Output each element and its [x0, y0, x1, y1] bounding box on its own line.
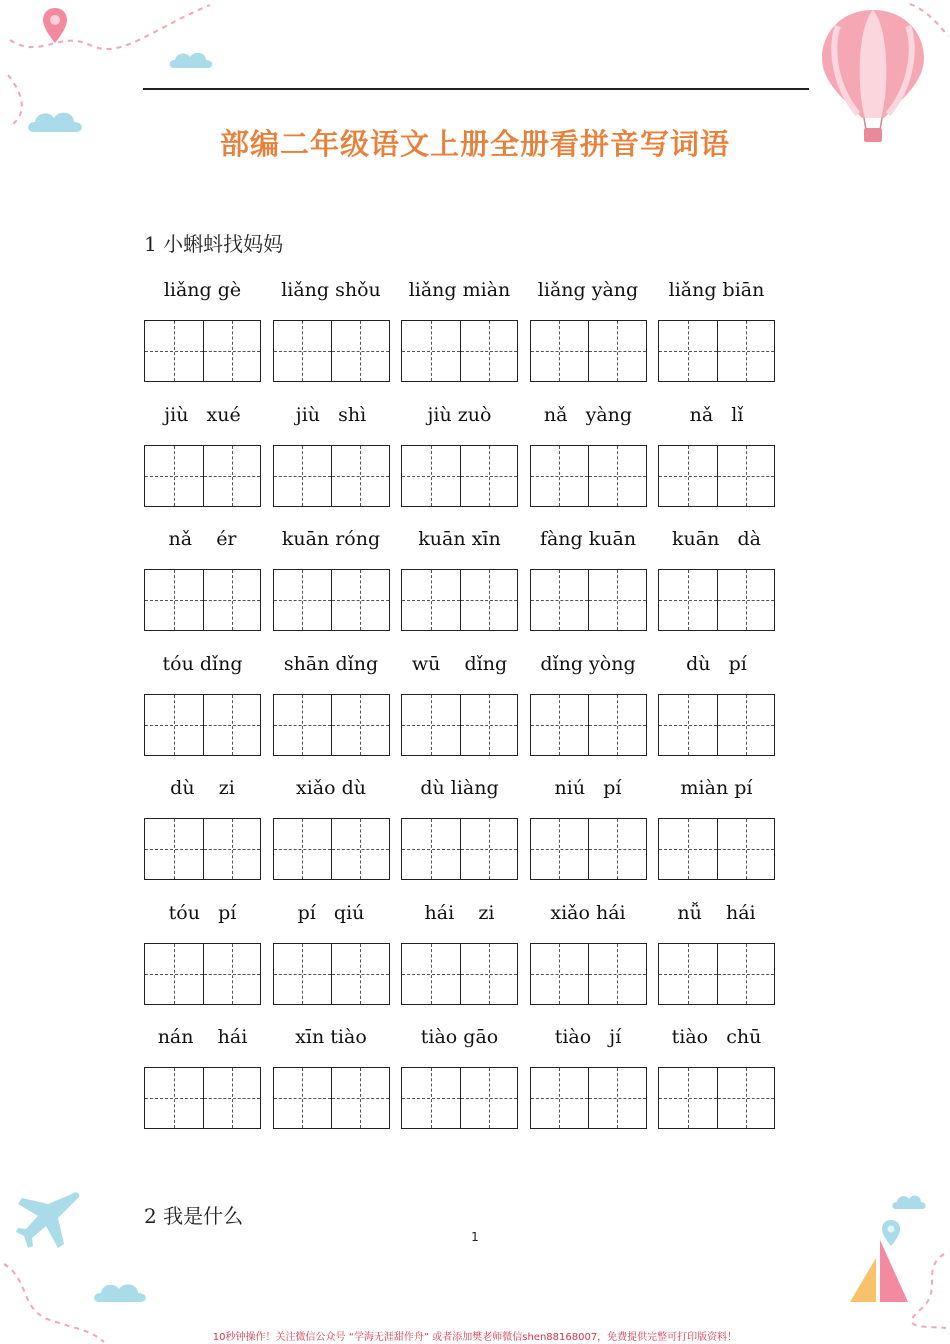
- guide-line: [204, 725, 261, 726]
- tian-zi-ge-box[interactable]: [331, 321, 389, 381]
- tian-zi-ge-box[interactable]: [203, 570, 261, 630]
- writing-boxes: [658, 943, 775, 1005]
- guide-line: [274, 351, 332, 352]
- guide-line: [659, 849, 717, 850]
- tian-zi-ge-box[interactable]: [717, 944, 775, 1004]
- guide-line: [332, 476, 389, 477]
- tian-zi-ge-box[interactable]: [274, 321, 332, 381]
- tian-zi-ge-box[interactable]: [460, 1068, 518, 1128]
- writing-boxes: [273, 818, 390, 880]
- word-row: [144, 774, 784, 899]
- guide-line: [332, 725, 389, 726]
- guide-line: [145, 974, 203, 975]
- pinyin-label: miàn pí: [680, 777, 753, 799]
- writing-boxes: [144, 569, 261, 631]
- guide-line: [145, 476, 203, 477]
- pinyin-label: hái zi: [424, 901, 495, 924]
- tian-zi-ge-box[interactable]: [531, 321, 589, 381]
- pinyin-label: tiào gāo: [420, 1026, 499, 1048]
- tian-zi-ge-box[interactable]: [145, 570, 203, 630]
- tian-zi-ge-box[interactable]: [274, 695, 332, 755]
- guide-line: [145, 1098, 203, 1099]
- pinyin-label: tiào chū: [671, 1026, 762, 1048]
- tian-zi-ge-box[interactable]: [588, 695, 646, 755]
- guide-line: [274, 476, 332, 477]
- tian-zi-ge-box[interactable]: [145, 819, 203, 879]
- pinyin-label: jiù shì: [295, 403, 367, 426]
- tian-zi-ge-box[interactable]: [531, 446, 589, 506]
- word-row: [144, 525, 784, 650]
- pinyin-label: nǎ lǐ: [689, 403, 744, 426]
- pinyin-label: dù liàng: [420, 777, 499, 799]
- tian-zi-ge-box[interactable]: [402, 446, 460, 506]
- dotted-path-decoration: [880, 0, 950, 40]
- guide-line: [718, 974, 775, 975]
- guide-line: [204, 351, 261, 352]
- page-number: 1: [471, 1230, 479, 1244]
- writing-boxes: [658, 320, 775, 382]
- tian-zi-ge-box[interactable]: [331, 944, 389, 1004]
- tian-zi-ge-box[interactable]: [274, 446, 332, 506]
- guide-line: [145, 351, 203, 352]
- guide-line: [659, 351, 717, 352]
- tian-zi-ge-box[interactable]: [145, 446, 203, 506]
- guide-line: [589, 476, 646, 477]
- tian-zi-ge-box[interactable]: [203, 819, 261, 879]
- writing-boxes: [401, 818, 518, 880]
- guide-line: [659, 476, 717, 477]
- guide-line: [332, 1098, 389, 1099]
- pinyin-label: tóu dǐng: [162, 652, 243, 675]
- tian-zi-ge-box[interactable]: [331, 695, 389, 755]
- cloud-icon: [166, 46, 218, 72]
- pinyin-label: wū dǐng: [411, 652, 508, 675]
- guide-line: [274, 974, 332, 975]
- pinyin-label: liǎng gè: [163, 279, 242, 301]
- guide-line: [589, 600, 646, 601]
- pinyin-label: jiù xué: [164, 403, 241, 426]
- guide-line: [659, 600, 717, 601]
- section-heading: 2 我是什么: [144, 1204, 244, 1228]
- tian-zi-ge-box[interactable]: [203, 321, 261, 381]
- word-row: [144, 401, 784, 526]
- writing-boxes: [273, 943, 390, 1005]
- writing-boxes: [401, 943, 518, 1005]
- tian-zi-ge-box[interactable]: [717, 570, 775, 630]
- writing-boxes: [401, 320, 518, 382]
- pinyin-label: niú pí: [554, 777, 622, 799]
- tian-zi-ge-box[interactable]: [717, 446, 775, 506]
- tian-zi-ge-box[interactable]: [402, 944, 460, 1004]
- tian-zi-ge-box[interactable]: [274, 819, 332, 879]
- writing-boxes: [401, 694, 518, 756]
- guide-line: [531, 725, 589, 726]
- guide-line: [531, 1098, 589, 1099]
- tian-zi-ge-box[interactable]: [402, 695, 460, 755]
- writing-boxes: [273, 320, 390, 382]
- guide-line: [402, 476, 460, 477]
- pinyin-label: dù pí: [686, 652, 747, 675]
- writing-boxes: [530, 943, 647, 1005]
- writing-boxes: [144, 694, 261, 756]
- tian-zi-ge-box[interactable]: [659, 570, 717, 630]
- cloud-icon: [890, 1190, 930, 1212]
- tian-zi-ge-box[interactable]: [659, 446, 717, 506]
- guide-line: [402, 974, 460, 975]
- tian-zi-ge-box[interactable]: [460, 446, 518, 506]
- guide-line: [461, 849, 518, 850]
- guide-line: [204, 849, 261, 850]
- footer-note: 10秒钟操作！关注微信公众号 “学海无涯甜作舟” 或者添加樊老师微信shen88168007，免费提供完整可打印版资料！: [212, 1332, 738, 1343]
- tian-zi-ge-box[interactable]: [203, 446, 261, 506]
- guide-line: [531, 476, 589, 477]
- word-row: [144, 899, 784, 1024]
- writing-boxes: [658, 1067, 775, 1129]
- guide-line: [531, 600, 589, 601]
- guide-line: [402, 600, 460, 601]
- tian-zi-ge-box[interactable]: [531, 695, 589, 755]
- writing-boxes: [273, 569, 390, 631]
- guide-line: [718, 849, 775, 850]
- tian-zi-ge-box[interactable]: [460, 944, 518, 1004]
- pinyin-label: tóu pí: [168, 901, 237, 924]
- word-row: [144, 1023, 784, 1148]
- writing-boxes: [530, 569, 647, 631]
- pinyin-label: shān dǐng: [283, 652, 379, 675]
- tian-zi-ge-box[interactable]: [659, 1068, 717, 1128]
- guide-line: [332, 849, 389, 850]
- guide-line: [332, 351, 389, 352]
- guide-line: [659, 974, 717, 975]
- guide-line: [274, 1098, 332, 1099]
- guide-line: [718, 476, 775, 477]
- writing-boxes: [144, 943, 261, 1005]
- tian-zi-ge-box[interactable]: [588, 570, 646, 630]
- guide-line: [402, 351, 460, 352]
- pinyin-label: kuān xīn: [418, 528, 501, 550]
- guide-line: [204, 1098, 261, 1099]
- tian-zi-ge-box[interactable]: [145, 944, 203, 1004]
- writing-boxes: [144, 445, 261, 507]
- tian-zi-ge-box[interactable]: [588, 446, 646, 506]
- guide-line: [145, 600, 203, 601]
- tian-zi-ge-box[interactable]: [331, 1068, 389, 1128]
- tian-zi-ge-box[interactable]: [331, 570, 389, 630]
- pinyin-label: xiǎo dù: [296, 777, 366, 799]
- guide-line: [718, 1098, 775, 1099]
- guide-line: [204, 600, 261, 601]
- guide-line: [332, 974, 389, 975]
- tian-zi-ge-box[interactable]: [402, 1068, 460, 1128]
- tian-zi-ge-box[interactable]: [145, 321, 203, 381]
- writing-boxes: [401, 445, 518, 507]
- dotted-path-decoration: [900, 1250, 950, 1330]
- guide-line: [589, 351, 646, 352]
- writing-boxes: [144, 320, 261, 382]
- tian-zi-ge-box[interactable]: [274, 570, 332, 630]
- guide-line: [274, 849, 332, 850]
- guide-line: [659, 725, 717, 726]
- tian-zi-ge-box[interactable]: [717, 819, 775, 879]
- tian-zi-ge-box[interactable]: [588, 321, 646, 381]
- tian-zi-ge-box[interactable]: [331, 819, 389, 879]
- tian-zi-ge-box[interactable]: [203, 695, 261, 755]
- word-row: [144, 276, 784, 401]
- writing-boxes: [144, 1067, 261, 1129]
- guide-line: [589, 1098, 646, 1099]
- pinyin-label: jiù zuò: [427, 403, 492, 426]
- guide-line: [531, 849, 589, 850]
- guide-line: [274, 600, 332, 601]
- top-rule-divider: [143, 88, 809, 90]
- tian-zi-ge-box[interactable]: [402, 570, 460, 630]
- guide-line: [589, 849, 646, 850]
- pinyin-label: liǎng miàn: [408, 279, 511, 301]
- guide-line: [204, 974, 261, 975]
- writing-boxes: [530, 818, 647, 880]
- writing-boxes: [658, 818, 775, 880]
- tian-zi-ge-box[interactable]: [145, 1068, 203, 1128]
- guide-line: [589, 725, 646, 726]
- writing-boxes: [658, 694, 775, 756]
- tian-zi-ge-box[interactable]: [274, 944, 332, 1004]
- tian-zi-ge-box[interactable]: [659, 695, 717, 755]
- guide-line: [402, 725, 460, 726]
- tian-zi-ge-box[interactable]: [402, 819, 460, 879]
- guide-line: [461, 476, 518, 477]
- pinyin-label: dǐng yòng: [540, 652, 636, 675]
- tian-zi-ge-box[interactable]: [588, 944, 646, 1004]
- pinyin-label: kuān róng: [281, 528, 381, 550]
- pinyin-label: fàng kuān: [539, 528, 637, 550]
- pinyin-label: xiǎo hái: [550, 901, 626, 924]
- writing-boxes: [273, 445, 390, 507]
- tian-zi-ge-box[interactable]: [588, 819, 646, 879]
- pinyin-label: pí qiú: [297, 901, 365, 924]
- guide-line: [718, 351, 775, 352]
- pinyin-label: nǚ hái: [677, 901, 756, 924]
- pinyin-label: tiào jí: [554, 1026, 622, 1048]
- tian-zi-ge-box[interactable]: [460, 819, 518, 879]
- guide-line: [145, 849, 203, 850]
- guide-line: [461, 600, 518, 601]
- tian-zi-ge-box[interactable]: [659, 819, 717, 879]
- section-heading: 1 小蝌蚪找妈妈: [144, 232, 284, 256]
- writing-boxes: [658, 445, 775, 507]
- writing-boxes: [273, 1067, 390, 1129]
- guide-line: [461, 725, 518, 726]
- pinyin-label: nǎ yàng: [543, 403, 633, 426]
- writing-boxes: [658, 569, 775, 631]
- tian-zi-ge-box[interactable]: [717, 321, 775, 381]
- tian-zi-ge-box[interactable]: [717, 695, 775, 755]
- guide-line: [718, 725, 775, 726]
- guide-line: [718, 600, 775, 601]
- tian-zi-ge-box[interactable]: [717, 1068, 775, 1128]
- pinyin-label: liǎng yàng: [537, 279, 639, 301]
- guide-line: [461, 1098, 518, 1099]
- pinyin-writing-grid: [144, 276, 784, 1148]
- guide-line: [274, 725, 332, 726]
- tian-zi-ge-box[interactable]: [402, 321, 460, 381]
- tian-zi-ge-box[interactable]: [274, 1068, 332, 1128]
- tian-zi-ge-box[interactable]: [460, 321, 518, 381]
- tian-zi-ge-box[interactable]: [531, 944, 589, 1004]
- guide-line: [402, 1098, 460, 1099]
- word-row: [144, 650, 784, 775]
- tian-zi-ge-box[interactable]: [331, 446, 389, 506]
- pinyin-label: nǎ ér: [168, 528, 237, 550]
- guide-line: [589, 974, 646, 975]
- tian-zi-ge-box[interactable]: [531, 819, 589, 879]
- pinyin-label: liǎng biān: [668, 279, 765, 301]
- pinyin-label: kuān dà: [672, 528, 761, 550]
- tian-zi-ge-box[interactable]: [659, 944, 717, 1004]
- tian-zi-ge-box[interactable]: [460, 570, 518, 630]
- writing-boxes: [530, 694, 647, 756]
- pinyin-label: liǎng shǒu: [281, 279, 381, 301]
- guide-line: [204, 476, 261, 477]
- writing-boxes: [401, 1067, 518, 1129]
- guide-line: [145, 725, 203, 726]
- tian-zi-ge-box[interactable]: [460, 695, 518, 755]
- guide-line: [332, 600, 389, 601]
- writing-boxes: [273, 694, 390, 756]
- guide-line: [402, 849, 460, 850]
- tian-zi-ge-box[interactable]: [659, 321, 717, 381]
- tian-zi-ge-box[interactable]: [588, 1068, 646, 1128]
- tian-zi-ge-box[interactable]: [203, 944, 261, 1004]
- writing-boxes: [144, 818, 261, 880]
- writing-boxes: [401, 569, 518, 631]
- writing-boxes: [530, 320, 647, 382]
- guide-line: [461, 974, 518, 975]
- cloud-icon: [90, 1276, 152, 1306]
- guide-line: [531, 351, 589, 352]
- tian-zi-ge-box[interactable]: [145, 695, 203, 755]
- tian-zi-ge-box[interactable]: [531, 570, 589, 630]
- pinyin-label: xīn tiào: [295, 1026, 367, 1048]
- pinyin-label: nán hái: [157, 1026, 248, 1048]
- guide-line: [659, 1098, 717, 1099]
- guide-line: [531, 974, 589, 975]
- writing-boxes: [530, 1067, 647, 1129]
- tian-zi-ge-box[interactable]: [203, 1068, 261, 1128]
- guide-line: [461, 351, 518, 352]
- page-title: 部编二年级语文上册全册看拼音写词语: [219, 127, 730, 161]
- tian-zi-ge-box[interactable]: [531, 1068, 589, 1128]
- pinyin-label: dù zi: [170, 777, 235, 799]
- writing-boxes: [530, 445, 647, 507]
